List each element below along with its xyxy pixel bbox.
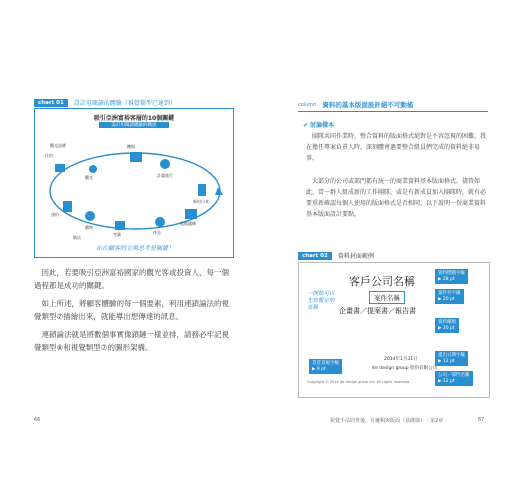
column-subtitle-text: 討論樣本: [310, 122, 335, 129]
node-booking: 預約: [51, 212, 59, 217]
spec-box-date: [435, 351, 468, 366]
paragraph-2: 如上所述，將顧客體驗的每一個要素，利用連鎖論法的視覺類型⑦描繪出來，就能導出想傳達的訊息。: [34, 299, 229, 321]
node-stay: 住宿: [45, 153, 53, 158]
node-plan: 計畫旅行: [157, 173, 173, 178]
cover-sample: [298, 262, 490, 398]
column-subtitle: ✔ 討論樣本: [303, 122, 335, 129]
node-hotel: 飯店: [73, 235, 81, 240]
icon-rest: [155, 217, 165, 227]
spec-box-doctype-value: ▶ 20 pt: [438, 325, 455, 331]
figure-tag: chart 01: [34, 99, 68, 107]
cycle-arrow: [215, 187, 223, 195]
left-page-number: 66: [34, 417, 41, 423]
column-rule: [298, 111, 488, 112]
spec-box-date-label: 提出日期字級: [438, 353, 465, 358]
spec-box-case-value: ▶ 20 pt: [438, 296, 455, 302]
journey-diagram: [34, 108, 234, 258]
figure2-heading: [298, 251, 374, 260]
cover-main-title: 客戶公司名稱: [349, 275, 415, 288]
right-footer-text: 視覺手法的背後，有邏輯與版面（基礎篇）｜第2章: [330, 418, 444, 424]
cover-hand-note: 一開始可以先寫暫定的名稱: [307, 291, 335, 311]
journey-diagram-svg: [35, 109, 233, 257]
spec-box-title-value: ▶ 28 pt: [438, 276, 455, 282]
diagram-subtitle: 設計用閱讀體驗的構思: [99, 122, 169, 128]
node-airport: 機場: [127, 144, 135, 149]
icon-person: [89, 165, 97, 173]
node-facility: 觀光設備: [50, 143, 66, 148]
right-page-number: 67: [478, 417, 485, 423]
icon-home: [55, 164, 65, 172]
node-sightseeing: 觀光: [85, 175, 93, 180]
spec-box-case: [435, 289, 464, 304]
figure2-caption: 資料封面範例: [337, 253, 374, 260]
left-body: [34, 266, 232, 359]
node-rest: 休息: [153, 230, 161, 235]
spec-box-footer: [309, 359, 342, 374]
icon-plane: [130, 152, 142, 162]
cover-company: ite design group 股份有限公司: [372, 366, 438, 371]
figure2-tag: chart 02: [298, 252, 332, 260]
icon-japan: [198, 184, 206, 196]
spec-box-title: [435, 269, 468, 284]
icon-meal: [115, 221, 125, 230]
spec-box-doctype-label: 資料種類: [438, 320, 456, 325]
column-heading: [298, 100, 413, 109]
spec-box-footer-value: ▶ 9 pt: [312, 366, 326, 372]
figure-heading: [34, 98, 176, 107]
column-text: [306, 131, 488, 220]
column-paragraph-2: 大部分的公司或部門都有統一的商業資料基本版面格式，儘管如此，當一群人組成新的工作團隊，或是有新成員加入團隊時，就有必要重新確認每個人使用的版面格式是否相同，以下說明一份商業資料基本版面設計要點。: [306, 178, 487, 218]
spec-box-date-value: ▶ 12 pt: [438, 358, 455, 364]
icon-plan: [160, 159, 170, 169]
figure-caption: 設計用閱讀的體驗（視覺類型已達到）: [73, 100, 176, 107]
spec-box-company-value: ▶ 12 pt: [438, 378, 455, 384]
cover-date: 2014年1月31日: [384, 357, 418, 362]
cover-copyright: Copyright © 2014 ite design group Inc. All rights reserved.: [307, 380, 410, 384]
cover-case-name: 案件名稱: [369, 291, 405, 304]
diagram-title: 吸引亞洲富裕客層的10個關鍵: [93, 115, 175, 122]
icon-hotel: [185, 209, 197, 219]
paragraph-1: 因此，若要吸引亞洲富裕國家的觀光客或投資人，每一個過程都是成功的關鍵。: [34, 268, 229, 290]
column-label: column: [298, 101, 317, 108]
column-title: 資料的基本版面設計絕不可動搖: [322, 101, 414, 109]
column-paragraph-1: 團隊共同作業時，整合資料的版面格式絕對是不容忽視的困難。我在擔任專案負責人時，深刻體會過要整合組員們完成的資料絕非易事。: [306, 133, 487, 162]
spec-box-title-label: 資料標題字級: [438, 271, 465, 276]
spec-box-footer-label: 頁首頁尾字級: [312, 361, 339, 366]
spec-box-company-label: 公司／部門名稱: [438, 373, 470, 378]
spec-box-doctype: [435, 318, 459, 333]
paragraph-3: 連鎖論法就是將數個事實像鎖鏈一樣並排，請務必牢記視覺類型⑧和視覺類型⑦的圖形架構。: [34, 330, 229, 352]
node-shopping: 購物: [85, 225, 93, 230]
node-consider: 考量: [113, 232, 121, 237]
node-hotel-select: 旅館選擇: [180, 221, 196, 226]
icon-shop: [85, 211, 95, 221]
node-japan: 新村日本: [193, 199, 209, 204]
cover-doc-types: 企畫書／提案書／報告書: [339, 307, 416, 315]
diagram-callout: 站在顧客的立場思考是關鍵！: [95, 245, 174, 252]
icon-sightseeing: [63, 201, 72, 212]
spec-box-company: [435, 371, 473, 386]
spec-box-case-label: 案件名字級: [438, 291, 461, 296]
